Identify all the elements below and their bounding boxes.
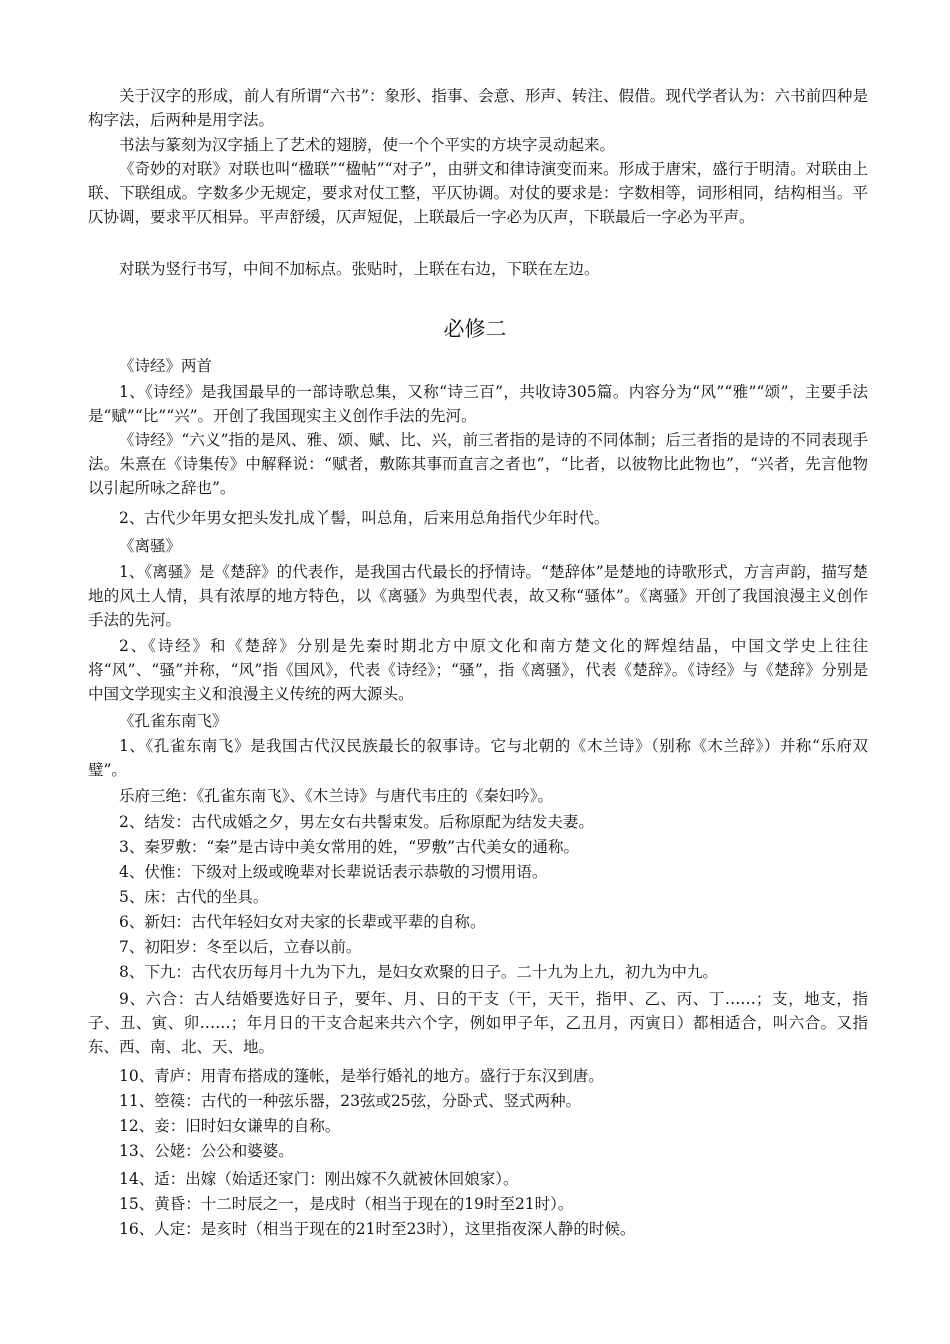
list-item-14: 14、适：出嫁（始适还家门：刚出嫁不久就被休回娘家）。 [119, 1170, 519, 1188]
list-item-8: 8、下九：古代农历每月十九为下九，是妇女欢聚的日子。二十九为上九，初九为中九。 [119, 963, 718, 981]
paragraph-lisao-2: 2、《诗经》和《楚辞》分别是先秦时期北方中原文化和南方楚文化的辉煌结晶，中国文学史上往往将“风”、“骚”并称，“风”指《国风》，代表《诗经》；“骚”，指《离骚》，代表《楚辞》。《诗经》与《楚辞》分别是中国文学现实主义和浪漫主义传统的两大源头。 [88, 637, 868, 703]
list-item-7: 7、初阳岁：冬至以后，立春以前。 [119, 938, 362, 956]
list-item-3: 3、秦罗敷：“秦”是古诗中美女常用的姓，“罗敷”古代美女的通称。 [119, 838, 580, 856]
list-item-15: 15、黄昏：十二时辰之一，是戌时（相当于现在的19时至21时）。 [119, 1195, 574, 1213]
subheading-kongque: 《孔雀东南飞》 [119, 712, 228, 730]
list-item-12: 12、妾：旧时妇女谦卑的自称。 [119, 1117, 341, 1135]
list-item-2: 2、结发：古代成婚之夕，男左女右共髻束发。后称原配为结发夫妻。 [119, 813, 594, 831]
paragraph-lisao-1: 1、《离骚》是《楚辞》的代表作，是我国古代最长的抒情诗。“楚辞体”是楚地的诗歌形式，方言声韵，描写楚地的风土人情，具有浓厚的地方特色，以《离骚》为典型代表，故又称“骚体”。《离骚》开创了我国浪漫主义创作手法的先河。 [88, 563, 868, 629]
paragraph-yuefu-sanjue: 乐府三绝：《孔雀东南飞》、《木兰诗》与唐代韦庄的《秦妇吟》。 [119, 787, 554, 805]
paragraph-liushu: 关于汉字的形成，前人有所谓“六书”：象形、指事、会意、形声、转注、假借。现代学者认为：六书前四种是构字法，后两种是用字法。 [88, 87, 868, 129]
paragraph-kongque-1: 1、《孔雀东南飞》是我国古代汉民族最长的叙事诗。它与北朝的《木兰诗》（别称《木兰辞》）并称“乐府双璧”。 [88, 737, 868, 779]
paragraph-calligraphy: 书法与篆刻为汉字插上了艺术的翅膀，使一个个平实的方块字灵动起来。 [119, 136, 616, 154]
paragraph-couplets: 《奇妙的对联》对联也叫“楹联”“楹帖”“对子”，由骈文和律诗演变而来。形成于唐宋，盛行于明清。对联由上联、下联组成。字数多少无规定，要求对仗工整，平仄协调。对仗的要求是：字数相等，词形相同，结构相当。平仄协调，要求平仄相异。平声舒缓，仄声短促，上联最后一字必为仄声，下联最后一字必为平声。 [88, 160, 868, 226]
list-item-16: 16、人定：是亥时（相当于现在的21时至23时），这里指夜深人静的时候。 [119, 1220, 636, 1238]
paragraph-shijing-1: 1、《诗经》是我国最早的一部诗歌总集，又称“诗三百”，共收诗305篇。内容分为“风”“雅”“颂”，主要手法是“赋”“比”“兴”。开创了我国现实主义创作手法的先河。 [88, 383, 868, 425]
subheading-shijing: 《诗经》两首 [119, 357, 213, 375]
list-item-5: 5、床：古代的坐具。 [119, 888, 269, 906]
paragraph-shijing-2: 2、古代少年男女把头发扎成丫髻，叫总角，后来用总角指代少年时代。 [119, 509, 610, 527]
section-heading: 必修二 [443, 317, 507, 341]
list-item-9: 9、六合：古人结婚要选好日子，要年、月、日的干支（干，天干，指甲、乙、丙、丁……；支，地支，指子、丑、寅、卯……；年月日的干支合起来共六个字，例如甲子年，乙丑月，丙寅日）都相适合，叫六合。又指东、西、南、北、天、地。 [88, 990, 868, 1056]
paragraph-couplet-writing: 对联为竖行书写，中间不加标点。张贴时，上联在右边，下联在左边。 [119, 260, 600, 278]
subheading-lisao: 《离骚》 [119, 537, 182, 555]
paragraph-shijing-liuyi: 《诗经》“六义”指的是风、雅、颂、赋、比、兴，前三者指的是诗的不同体制；后三者指的是诗的不同表现手法。朱熹在《诗集传》中解释说：“赋者，敷陈其事而直言之者也”，“比者，以彼物比此物也”，“兴者，先言他物以引起所咏之辞也”。 [88, 431, 868, 497]
list-item-13: 13、公姥：公公和婆婆。 [119, 1142, 294, 1160]
list-item-10: 10、青庐：用青布搭成的篷帐，是举行婚礼的地方。盛行于东汉到唐。 [119, 1067, 604, 1085]
list-item-4: 4、伏惟：下级对上级或晚辈对长辈说话表示恭敬的习惯用语。 [119, 863, 548, 881]
list-item-6: 6、新妇：古代年轻妇女对夫家的长辈或平辈的自称。 [119, 913, 486, 931]
list-item-11: 11、箜篌：古代的一种弦乐器，23弦或25弦，分卧式、竖式两种。 [119, 1092, 582, 1110]
